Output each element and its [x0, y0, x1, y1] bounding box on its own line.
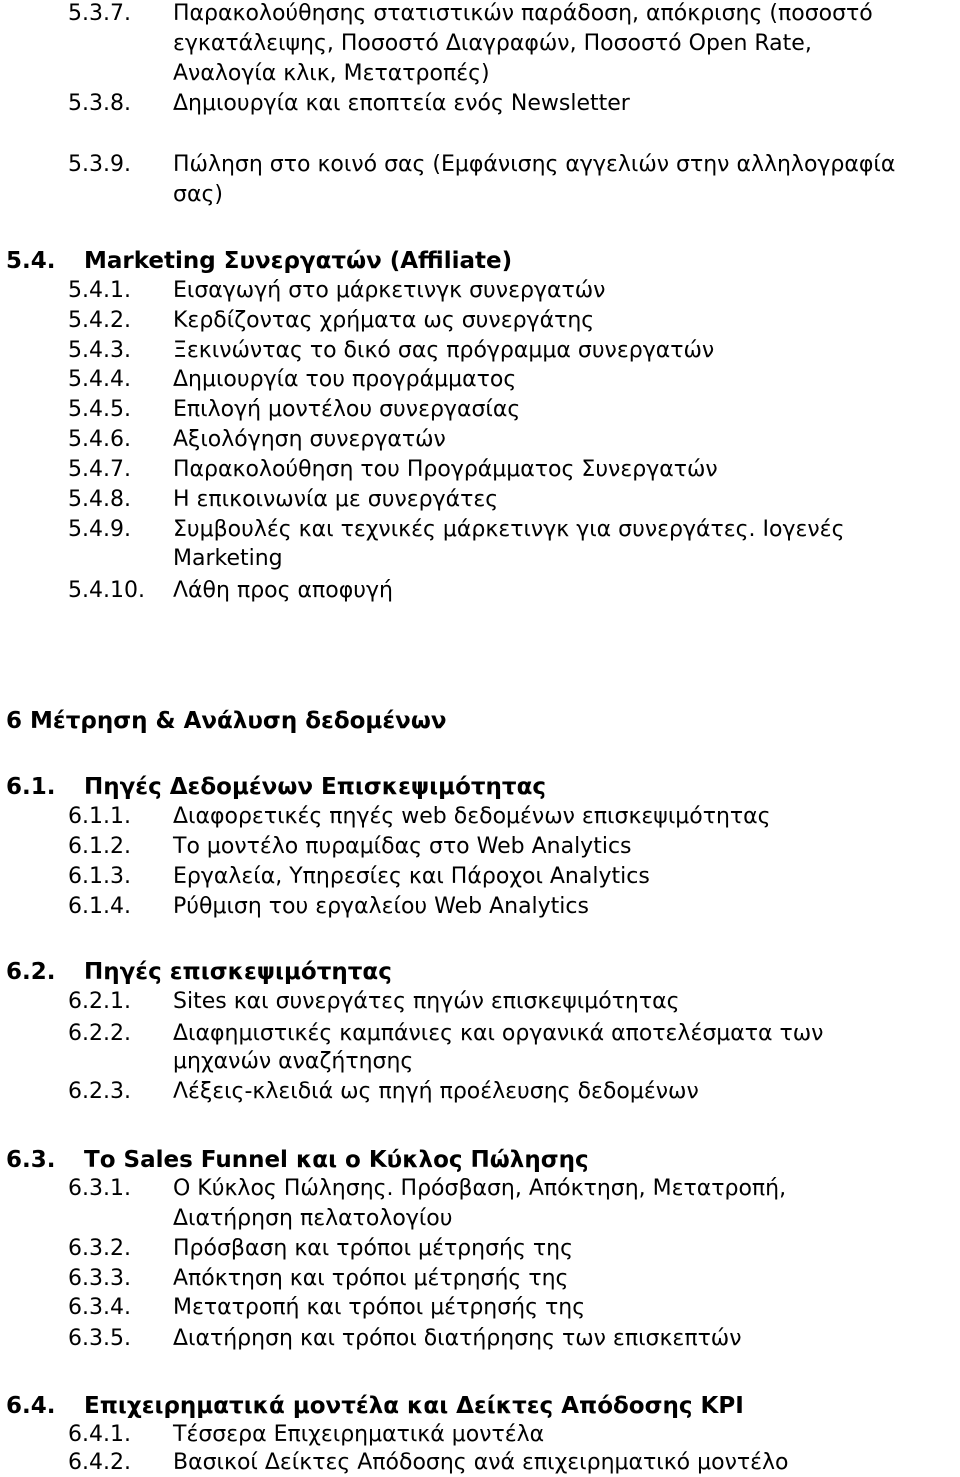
section-title: Πηγές Δεδομένων Επισκεψιμότητας: [84, 774, 547, 800]
toc-item-number: 5.4.8.: [68, 487, 131, 512]
section-title: Επιχειρηματικά μοντέλα και Δείκτες Απόδοσης KPI: [84, 1393, 744, 1419]
toc-item-text: Πώληση στο κοινό σας (Εμφάνισης αγγελιών στην αλληλογραφία: [173, 152, 896, 177]
toc-item-number: 6.3.4.: [68, 1295, 131, 1320]
toc-item-text: Απόκτηση και τρόποι μέτρησής της: [173, 1266, 569, 1291]
toc-item-number: 5.4.5.: [68, 397, 131, 422]
toc-item-text: Sites και συνεργάτες πηγών επισκεψιμότητας: [173, 989, 680, 1014]
toc-item-number: 5.4.10.: [68, 578, 145, 603]
toc-item-number: 5.3.7.: [68, 1, 131, 26]
toc-item-text: Διαφορετικές πηγές web δεδομένων επισκεψιμότητας: [173, 804, 771, 829]
toc-item-text: Λέξεις-κλειδιά ως πηγή προέλευσης δεδομένων: [173, 1079, 699, 1104]
toc-item-text: Παρακολούθησης στατιστικών παράδοση, απόκρισης (ποσοστό: [173, 1, 873, 26]
toc-item-number: 6.2.3.: [68, 1079, 131, 1104]
toc-item-text: Κερδίζοντας χρήματα ως συνεργάτης: [173, 308, 595, 333]
section-number: 6.1.: [6, 774, 56, 800]
toc-item-text: Παρακολούθηση του Προγράμματος Συνεργατών: [173, 457, 718, 482]
toc-item-number: 6.4.2.: [68, 1450, 131, 1475]
toc-item-text: Ρύθμιση του εργαλείου Web Analytics: [173, 894, 589, 919]
toc-item-text: Ξεκινώντας το δικό σας πρόγραμμα συνεργατών: [173, 338, 715, 363]
section-title: Πηγές επισκεψιμότητας: [84, 959, 392, 985]
toc-item-text: Διατήρηση πελατολογίου: [173, 1206, 453, 1231]
toc-item-text: Μετατροπή και τρόποι μέτρησής της: [173, 1295, 586, 1320]
toc-item-text: Πρόσβαση και τρόποι μέτρησής της: [173, 1236, 573, 1261]
section-number: 6.4.: [6, 1393, 56, 1419]
toc-item-text: Η επικοινωνία με συνεργάτες: [173, 487, 499, 512]
toc-item-number: 5.3.9.: [68, 152, 131, 177]
toc-item-text: Συμβουλές και τεχνικές μάρκετινγκ για συνεργάτες. Ιογενές: [173, 517, 845, 542]
toc-item-number: 6.2.1.: [68, 989, 131, 1014]
toc-item-number: 6.3.3.: [68, 1266, 131, 1291]
toc-item-number: 6.3.2.: [68, 1236, 131, 1261]
toc-item-text: Ο Κύκλος Πώλησης. Πρόσβαση, Απόκτηση, Μετατροπή,: [173, 1176, 787, 1201]
toc-item-text: Εργαλεία, Υπηρεσίες και Πάροχοι Analytics: [173, 864, 650, 889]
toc-item-number: 6.1.4.: [68, 894, 131, 919]
section-title: Marketing Συνεργατών (Affiliate): [84, 248, 513, 274]
section-number: 5.4.: [6, 248, 56, 274]
section-number: 6.3.: [6, 1147, 56, 1173]
toc-item-number: 6.1.3.: [68, 864, 131, 889]
chapter-title: 6 Μέτρηση & Ανάλυση δεδομένων: [6, 708, 447, 734]
toc-item-number: 5.4.4.: [68, 367, 131, 392]
toc-item-text: Αναλογία κλικ, Μετατροπές): [173, 61, 490, 86]
toc-item-text: Διατήρηση και τρόποι διατήρησης των επισκεπτών: [173, 1326, 742, 1351]
toc-item-text: Δημιουργία και εποπτεία ενός Newsletter: [173, 91, 630, 116]
toc-item-text: Επιλογή μοντέλου συνεργασίας: [173, 397, 521, 422]
section-title: Το Sales Funnel και ο Κύκλος Πώλησης: [84, 1147, 589, 1173]
toc-item-number: 6.1.1.: [68, 804, 131, 829]
toc-item-text: εγκατάλειψης, Ποσοστό Διαγραφών, Ποσοστό Open Rate,: [173, 31, 812, 56]
toc-item-text: Marketing: [173, 546, 283, 571]
toc-item-text: σας): [173, 182, 223, 207]
toc-item-number: 5.3.8.: [68, 91, 131, 116]
toc-item-number: 5.4.7.: [68, 457, 131, 482]
toc-item-number: 6.3.1.: [68, 1176, 131, 1201]
toc-item-text: Δημιουργία του προγράμματος: [173, 367, 517, 392]
toc-item-text: Βασικοί Δείκτες Απόδοσης ανά επιχειρηματικό μοντέλο: [173, 1450, 789, 1475]
toc-item-number: 5.4.2.: [68, 308, 131, 333]
toc-item-number: 6.1.2.: [68, 834, 131, 859]
toc-item-text: Εισαγωγή στο μάρκετινγκ συνεργατών: [173, 278, 606, 303]
toc-item-number: 5.4.9.: [68, 517, 131, 542]
toc-item-number: 5.4.6.: [68, 427, 131, 452]
toc-item-number: 6.2.2.: [68, 1021, 131, 1046]
toc-item-text: Λάθη προς αποφυγή: [173, 578, 393, 603]
toc-item-number: 5.4.3.: [68, 338, 131, 363]
toc-item-text: Τέσσερα Επιχειρηματικά μοντέλα: [173, 1422, 545, 1447]
toc-item-text: μηχανών αναζήτησης: [173, 1049, 414, 1074]
toc-item-number: 6.4.1.: [68, 1422, 131, 1447]
toc-item-text: Το μοντέλο πυραμίδας στο Web Analytics: [173, 834, 632, 859]
toc-item-text: Διαφημιστικές καμπάνιες και οργανικά αποτελέσματα των: [173, 1021, 824, 1046]
toc-item-number: 6.3.5.: [68, 1326, 131, 1351]
toc-item-number: 5.4.1.: [68, 278, 131, 303]
toc-item-text: Αξιολόγηση συνεργατών: [173, 427, 446, 452]
section-number: 6.2.: [6, 959, 56, 985]
